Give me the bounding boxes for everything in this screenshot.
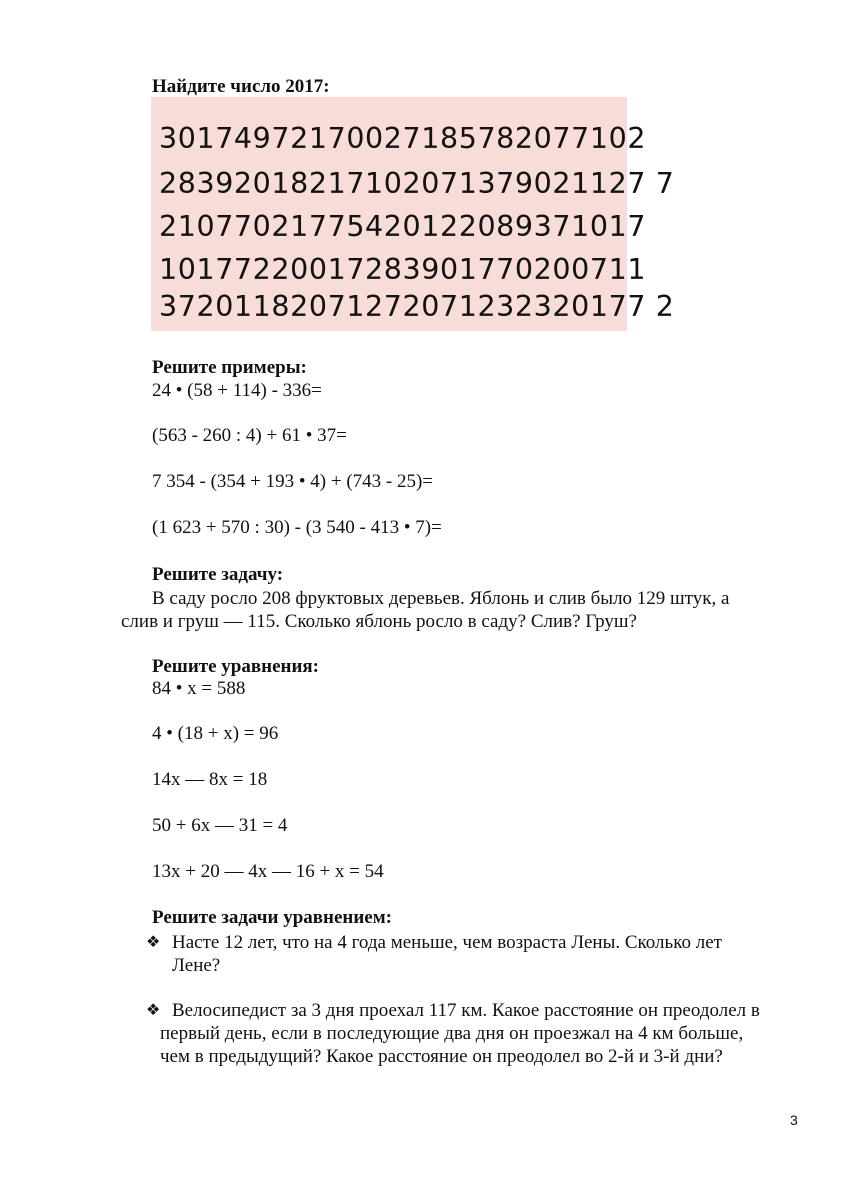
equation-task-1-line-2: Лене? [172,955,221,976]
example-4: (1 623 + 570 : 30) - (3 540 - 413 • 7)= [152,517,442,538]
equation-task-2-line-1: Велосипедист за 3 дня проехал 117 км. Какое расстояние он преодолел в [172,1000,760,1021]
task-text-line-2: слив и груш — 115. Сколько яблонь росло в саду? Слив? Груш? [121,611,637,632]
number-grid-row-3: 21077021775420122089371017 [159,210,647,243]
page-number: 3 [790,1112,798,1128]
number-grid-row-5: 37201182071272071232320177 2 [159,290,675,323]
equation-task-2-line-3: чем в предыдущий? Какое расстояние он преодолел во 2-й и 3-й дни? [160,1046,723,1067]
equation-5: 13x + 20 — 4x — 16 + x = 54 [152,861,384,882]
equation-task-2-line-2: первый день, если в последующие два дня он проезжал на 4 км больше, [160,1023,744,1044]
number-grid-row-1: 30174972170027185782077102 [159,122,647,155]
number-grid-box [151,97,675,331]
diamond-bullet-icon: ❖ [146,1000,161,1019]
number-grid-row-2: 28392018217102071379021127 7 [159,167,675,200]
equation-1: 84 • x = 588 [152,678,246,699]
example-2: (563 - 260 : 4) + 61 • 37= [152,425,347,446]
equation-4: 50 + 6x — 31 = 4 [152,815,288,836]
equation-tasks-heading: Решите задачи уравнением: [152,907,392,928]
diamond-bullet-icon: ❖ [146,932,161,951]
equation-3: 14x — 8x = 18 [152,769,268,790]
equation-2: 4 • (18 + x) = 96 [152,723,279,744]
example-3: 7 354 - (354 + 193 • 4) + (743 - 25)= [152,471,434,492]
find-number-heading: Найдите число 2017: [152,76,330,97]
task-text-line-1: В саду росло 208 фруктовых деревьев. Яблонь и слив было 129 штук, а [152,588,730,609]
task-heading: Решите задачу: [152,564,284,585]
equation-task-1-line-1: Насте 12 лет, что на 4 года меньше, чем возраста Лены. Сколько лет [172,932,722,953]
equations-heading: Решите уравнения: [152,656,320,677]
example-1: 24 • (58 + 114) - 336= [152,380,322,401]
number-grid-row-4: 10177220017283901770200711 [159,253,647,286]
examples-heading: Решите примеры: [152,357,307,378]
